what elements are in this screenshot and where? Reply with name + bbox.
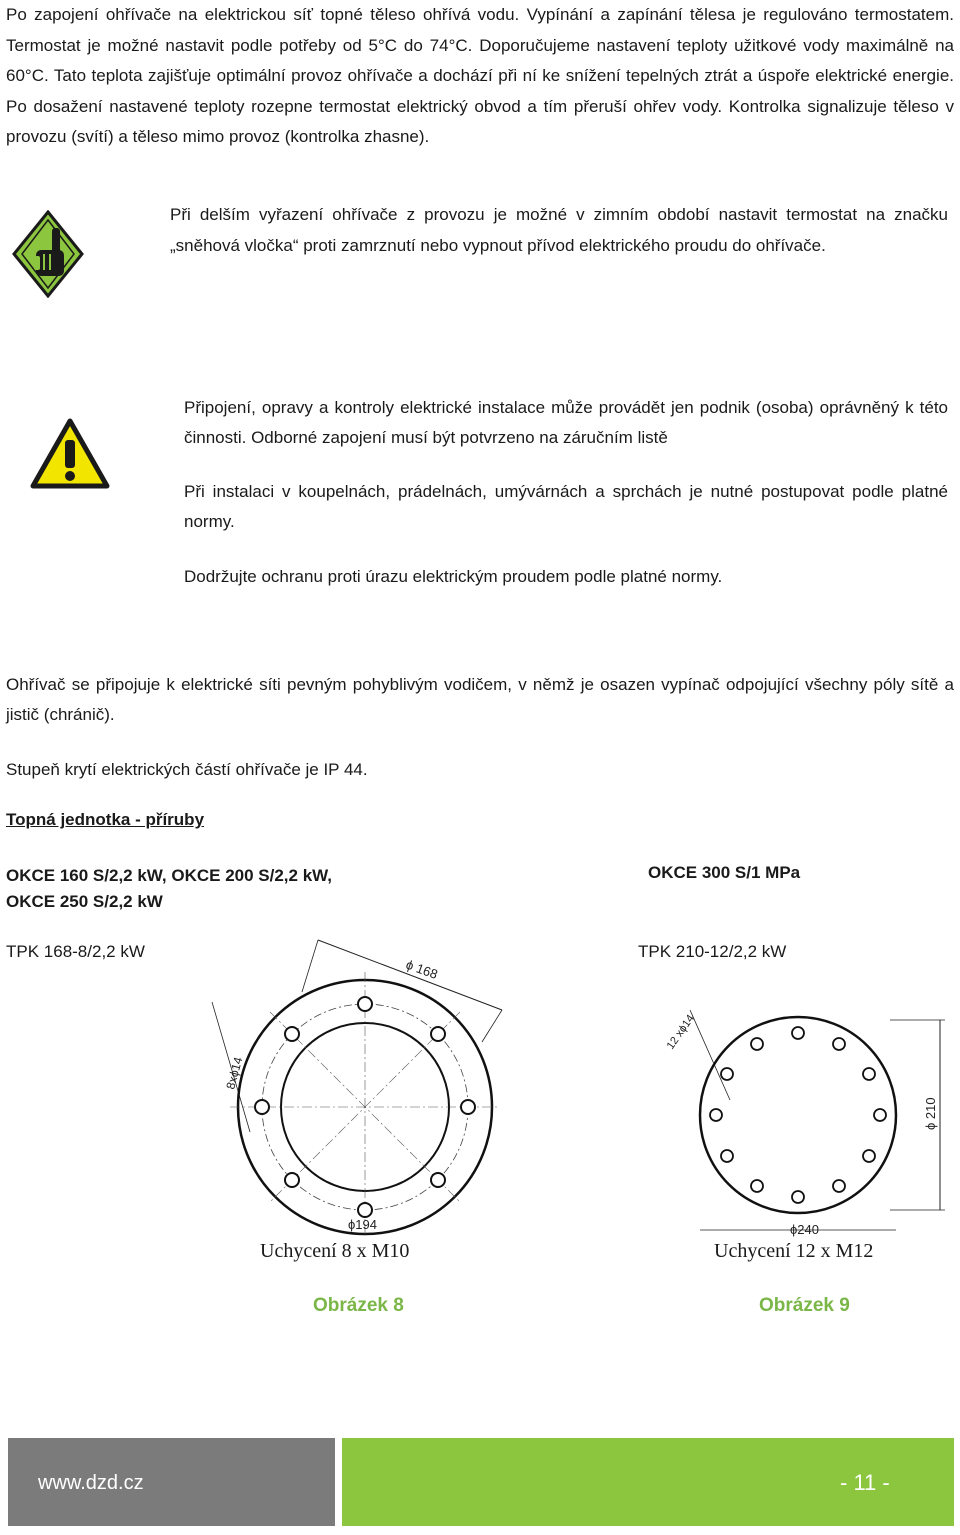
warning-paragraph-2 <box>184 477 948 537</box>
warning-text-1: Připojení, opravy a kontroly elektrické instalace může provádět jen podnik (osoba) oprávněný k této činnosti. Odborné zapojení musí být potvrzeno na záručním listě <box>184 398 948 447</box>
fixing-caption-8: Uchycení 8 x M10 <box>260 1240 410 1262</box>
intro-text: Po zapojení ohřívače na elektrickou síť topné těleso ohřívá vodu. Vypínání a zapínání tělesa je regulováno termostatem. Termostat je možné nastavit podle potřeby od 5°C do 74°C. Doporučujeme nastavení teploty užitkové vody maximálně na 60°C. Tato teplota zajišťuje optimální provoz ohřívače a dochází při ní ke snížení tepelných ztrát a úspoře elektrické energie. Po dosažení nastavené teploty rozepne termostat elektrický obvod a tím přeruší ohřev vody. Kontrolka signalizuje těleso v provozu (svítí) a těleso mimo provoz (kontrolka zhasne). <box>6 5 954 146</box>
warning-text-3: Dodržujte ochranu proti úrazu elektrickým proudem podle platné normy. <box>184 567 723 586</box>
warning-text-2: Při instalaci v koupelnách, prádelnách, umývárnách a sprchách je nutné postupovat podle platné normy. <box>184 482 948 531</box>
connection-text-1: Ohřívač se připojuje k elektrické síti pevným pohyblivým vodičem, v němž je osazen vypínač odpojující všechny póly sítě a jistič (chránič). <box>6 675 954 724</box>
tip-paragraph <box>170 200 948 261</box>
tip-text: Při delším vyřazení ohřívače z provozu je možné v zimním období nastavit termostat na značku „sněhová vločka“ proti zamrznutí nebo vypnout přívod elektrického proudu do ohřívače. <box>170 205 948 255</box>
dim-outer-label-9: ϕ 210 <box>923 1097 938 1130</box>
right-models: OKCE 300 S/1 MPa <box>648 863 801 882</box>
connection-text-2: Stupeň krytí elektrických částí ohřívače je IP 44. <box>6 760 368 779</box>
warning-icon <box>30 418 110 490</box>
figure-caption-9: Obrázek 9 <box>759 1295 850 1316</box>
hand-sign-icon <box>12 210 84 298</box>
fixing-caption-9: Uchycení 12 x M12 <box>714 1240 874 1262</box>
connection-paragraph-1 <box>6 670 954 730</box>
footer-right-bar <box>342 1438 954 1526</box>
figure-caption-8: Obrázek 8 <box>313 1295 404 1316</box>
footer-website: www.dzd.cz <box>38 1472 144 1494</box>
footer-page-number: - 11 - <box>840 1470 890 1495</box>
left-models-line1: OKCE 160 S/2,2 kW, OKCE 200 S/2,2 kW, <box>6 866 332 885</box>
section-heading: Topná jednotka - příruby <box>6 810 205 829</box>
flange-drawing-9 <box>650 990 950 1240</box>
dim-bolt-label-9: ϕ240 <box>790 1222 819 1237</box>
flange-drawing-8 <box>190 932 520 1242</box>
left-models <box>6 863 332 915</box>
warning-paragraph-3 <box>184 562 948 592</box>
dim-holes-label-9: 12 xϕ14 <box>664 1012 697 1052</box>
dim-bolt-label: ϕ194 <box>348 1217 377 1232</box>
left-unit: TPK 168-8/2,2 kW <box>6 942 145 961</box>
left-models-line2: OKCE 250 S/2,2 kW <box>6 892 163 911</box>
connection-paragraph-2 <box>6 755 954 785</box>
intro-paragraph <box>6 0 954 153</box>
footer-left-bar <box>8 1438 335 1526</box>
right-unit: TPK 210-12/2,2 kW <box>638 942 787 961</box>
dim-holes-label: 8xϕ14 <box>223 1055 246 1091</box>
dim-outer-label: ϕ 168 <box>403 956 440 982</box>
warning-paragraph-1 <box>184 393 948 453</box>
